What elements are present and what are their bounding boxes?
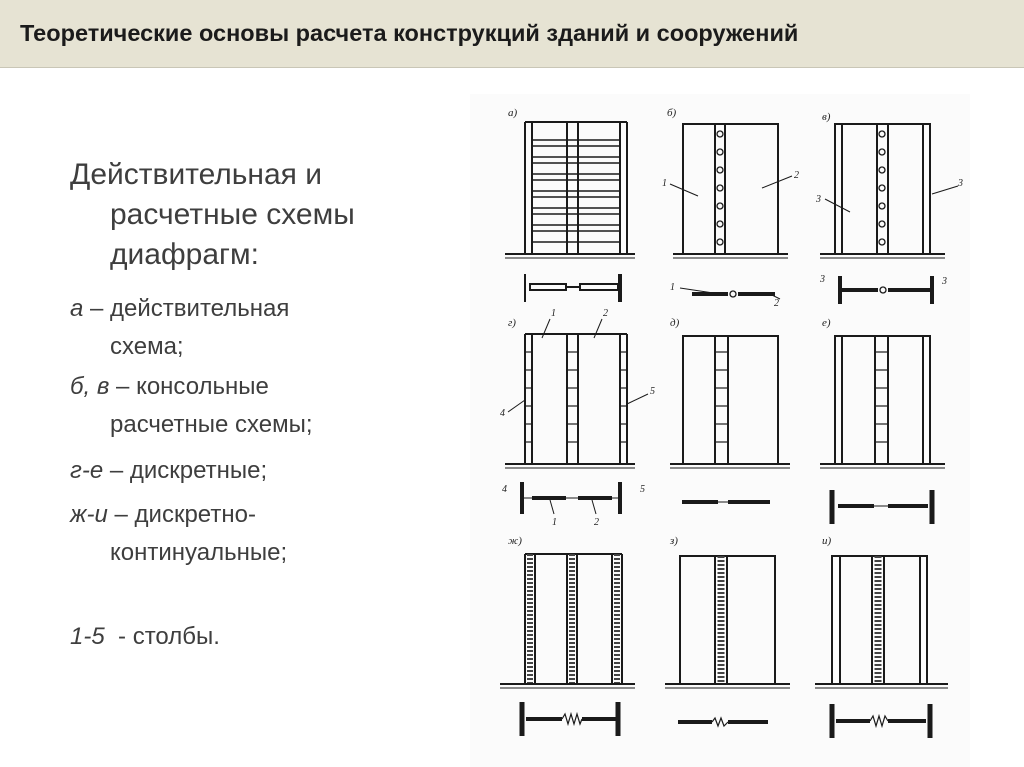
callout-g-2: 2	[603, 308, 608, 319]
schemes-drawing	[470, 94, 970, 767]
callout-g-plan-5: 5	[640, 484, 645, 495]
panel-label-g: г)	[508, 317, 516, 329]
callout-b-1: 1	[662, 178, 667, 189]
callout-g-plan-2: 2	[594, 517, 599, 528]
legend-item-columns	[70, 618, 450, 656]
callout-g-4: 4	[500, 408, 505, 419]
callout-b-2: 2	[794, 170, 799, 181]
callout-b-plan-2: 2	[774, 298, 779, 309]
legend-dash: –	[103, 457, 130, 484]
legend-key: 1-5	[70, 623, 105, 650]
panel-label-zh: ж)	[508, 535, 522, 547]
slide-title-bar	[0, 0, 1024, 68]
panel-label-z: з)	[670, 535, 678, 547]
legend-dash: –	[83, 295, 111, 322]
legend-key: а	[70, 295, 84, 322]
slide-title: Теоретические основы расчета конструкций зданий и сооружений	[20, 20, 799, 46]
section-heading	[70, 155, 455, 275]
legend-text-cont: континуальные;	[110, 539, 288, 566]
legend-text-cont: схема;	[110, 333, 184, 360]
scheme-d	[670, 336, 790, 502]
legend-key: г-е	[70, 457, 104, 484]
legend-text: консольные	[136, 373, 269, 400]
scheme-b	[670, 124, 792, 299]
legend-key: б, в	[70, 373, 110, 400]
legend-dash: –	[109, 373, 137, 400]
legend-item-a	[70, 290, 450, 366]
scheme-zh	[500, 554, 635, 736]
diaphragm-schemes-figure	[470, 94, 970, 767]
panel-label-b: б)	[667, 107, 677, 119]
scheme-z	[665, 556, 790, 726]
legend-dash: -	[104, 623, 133, 650]
callout-v-plan-3-left: 3	[820, 274, 825, 285]
callout-v-3-right: 3	[958, 178, 963, 189]
legend-item-zh-i	[70, 496, 450, 572]
scheme-a	[505, 122, 635, 302]
panel-label-a: а)	[508, 107, 518, 119]
scheme-i	[815, 556, 948, 738]
legend-text: столбы.	[132, 623, 220, 650]
callout-g-1: 1	[551, 308, 556, 319]
heading-line-1: Действительная и	[70, 158, 323, 191]
heading-line-3: диафрагм:	[110, 238, 259, 271]
legend-key: ж-и	[70, 501, 108, 528]
callout-g-plan-4: 4	[502, 484, 507, 495]
legend-text: действительная	[110, 295, 290, 322]
panel-label-i: и)	[822, 535, 832, 547]
callout-v-plan-3-right: 3	[942, 276, 947, 287]
legend-item-b-v	[70, 368, 450, 444]
scheme-v	[820, 124, 958, 304]
callout-v-3-left: 3	[816, 194, 821, 205]
panel-label-e: е)	[822, 317, 831, 329]
legend-text-cont: расчетные схемы;	[110, 411, 313, 438]
panel-label-v: в)	[822, 111, 831, 123]
legend-text: дискретно-	[134, 501, 256, 528]
heading-line-2: расчетные схемы	[110, 198, 355, 231]
panel-label-d: д)	[670, 317, 680, 329]
callout-b-plan-1: 1	[670, 282, 675, 293]
legend-text: дискретные;	[129, 457, 268, 484]
callout-g-plan-1: 1	[552, 517, 557, 528]
scheme-g	[505, 319, 648, 514]
legend-dash: –	[107, 501, 135, 528]
callout-g-5: 5	[650, 386, 655, 397]
legend-item-g-e	[70, 452, 450, 490]
scheme-e	[820, 336, 945, 524]
